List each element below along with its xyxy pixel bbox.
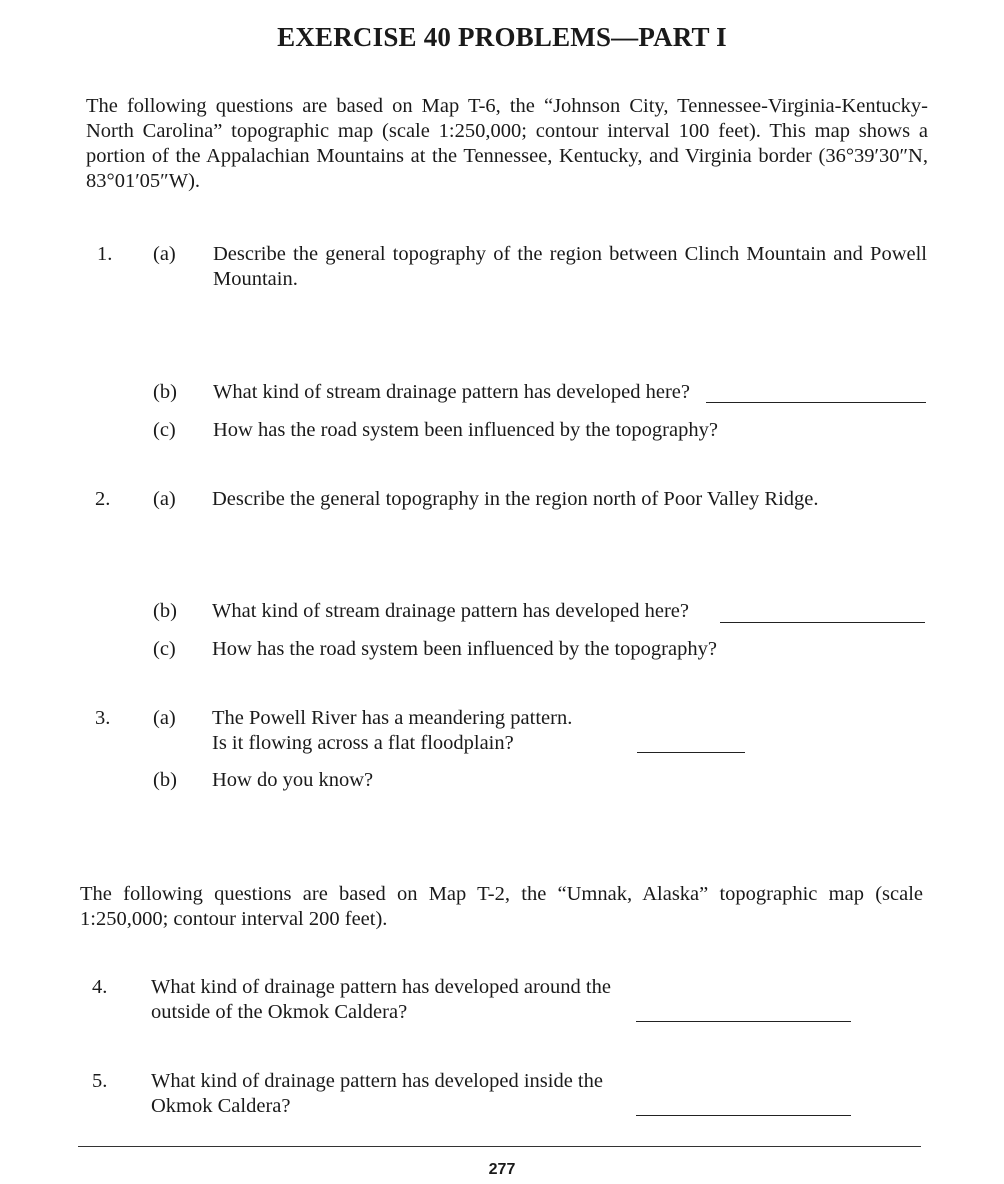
question-4-line1: What kind of drainage pattern has developed around the	[151, 976, 611, 998]
question-2b-answer-blank[interactable]	[720, 622, 925, 623]
intro-paragraph-map-t6: The following questions are based on Map T-6, the “Johnson City, Tennessee-Virginia-Kentucky-North Carolina” topographic map (scale 1:250,000; contour interval 100 feet). This map shows a portion of the Appalachian Mountains at the Tennessee, Kentucky, and Virginia border (36°39′30″N, 83°01′05″W).	[86, 95, 928, 192]
page-title: EXERCISE 40 PROBLEMS—PART I	[277, 22, 727, 52]
question-1-number: 1.	[97, 243, 113, 265]
question-2c-text: How has the road system been influenced by the topography?	[212, 638, 717, 660]
question-2a-text: Describe the general topography in the region north of Poor Valley Ridge.	[212, 488, 819, 510]
question-2c-label: (c)	[153, 638, 176, 660]
question-1b-label: (b)	[153, 381, 177, 403]
question-2-number: 2.	[95, 488, 111, 510]
question-1a-label: (a)	[153, 243, 176, 265]
question-2a-label: (a)	[153, 488, 176, 510]
question-1b-text: What kind of stream drainage pattern has developed here?	[213, 381, 690, 403]
question-5-answer-blank[interactable]	[636, 1115, 851, 1116]
question-2b-text: What kind of stream drainage pattern has developed here?	[212, 600, 689, 622]
question-3a-line1: The Powell River has a meandering pattern.	[212, 707, 573, 729]
question-1b-answer-blank[interactable]	[706, 402, 926, 403]
question-4-answer-blank[interactable]	[636, 1021, 851, 1022]
question-1c-text: How has the road system been influenced by the topography?	[213, 419, 718, 441]
question-3b-text: How do you know?	[212, 769, 374, 791]
question-3a-label: (a)	[153, 707, 176, 729]
question-1c-label: (c)	[153, 419, 176, 441]
question-1a-text: Describe the general topography of the region between Clinch Mountain and Powell Mountain.	[213, 243, 927, 290]
question-3-number: 3.	[95, 707, 111, 729]
question-3a-line2: Is it flowing across a flat floodplain?	[212, 732, 514, 754]
question-5-line1: What kind of drainage pattern has developed inside the	[151, 1070, 603, 1092]
question-4-number: 4.	[92, 976, 108, 998]
footer-rule	[78, 1146, 921, 1147]
question-3a-answer-blank[interactable]	[637, 752, 745, 753]
question-2b-label: (b)	[153, 600, 177, 622]
intro-paragraph-map-t2: The following questions are based on Map T-2, the “Umnak, Alaska” topographic map (scale 1:250,000; contour interval 200 feet).	[80, 883, 923, 930]
question-4-line2: outside of the Okmok Caldera?	[151, 1001, 408, 1023]
question-5-line2: Okmok Caldera?	[151, 1095, 291, 1117]
question-3b-label: (b)	[153, 769, 177, 791]
page-number: 277	[488, 1161, 516, 1178]
question-5-number: 5.	[92, 1070, 108, 1092]
